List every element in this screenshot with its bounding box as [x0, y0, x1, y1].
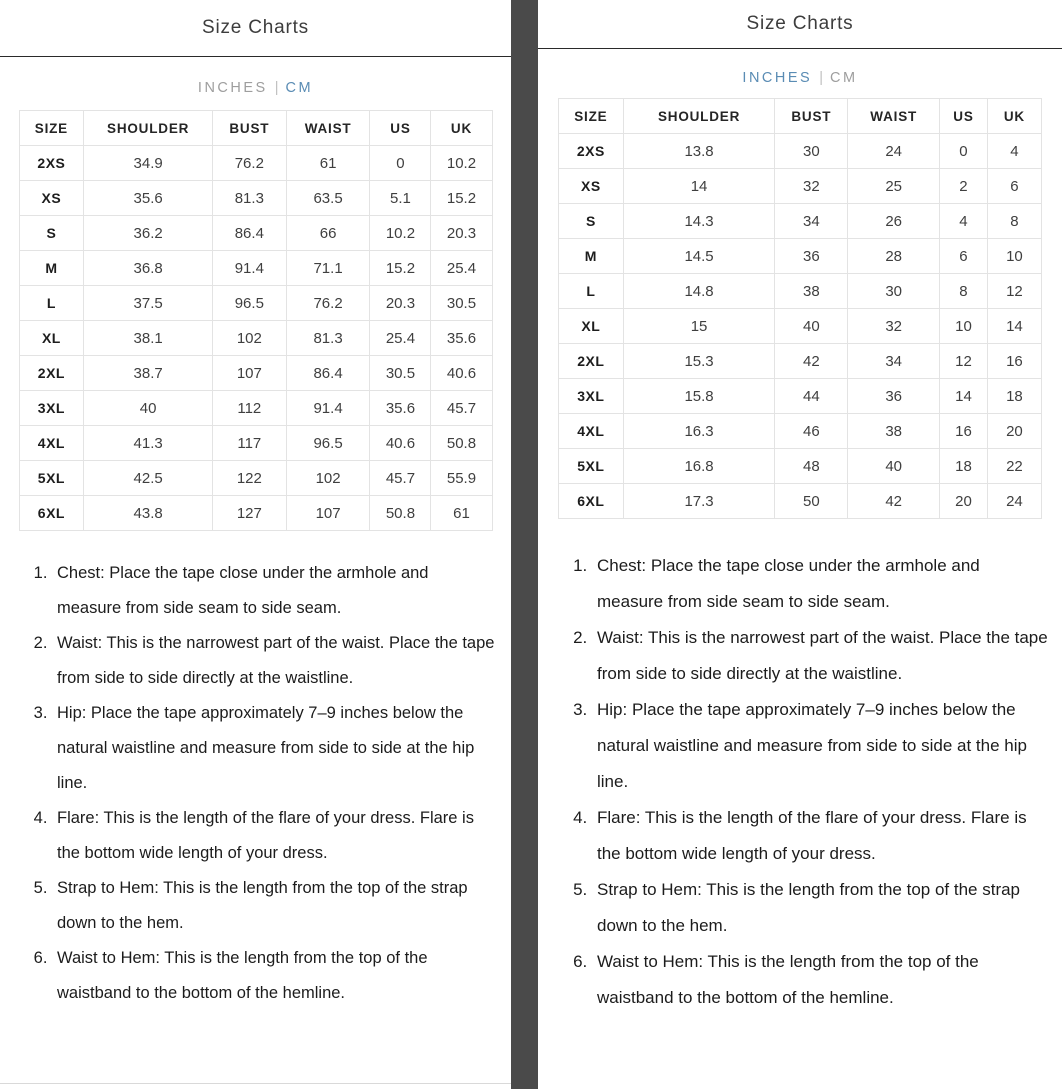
us-cell: 15.2: [370, 251, 431, 286]
column-header: BUST: [212, 111, 286, 146]
uk-cell: 20.3: [431, 216, 492, 251]
waist-cell: 66: [286, 216, 370, 251]
waist-cell: 107: [286, 496, 370, 531]
dialog-header: [0, 0, 511, 57]
waist-cell: 34: [848, 344, 940, 379]
table-row: [559, 309, 1042, 344]
uk-cell: 15.2: [431, 181, 492, 216]
uk-cell: 18: [987, 379, 1041, 414]
units-inches-link[interactable]: INCHES: [197, 80, 268, 96]
waist-cell: 40: [848, 449, 940, 484]
us-cell: 0: [940, 134, 988, 169]
us-cell: 10.2: [370, 216, 431, 251]
instruction-item: 1. Chest: Place the tape close under the armhole and measure from side seam to side seam.: [592, 548, 1050, 620]
us-cell: 16: [940, 414, 988, 449]
instruction-item: 6. Waist to Hem: This is the length from the top of the waistband to the bottom of the hemline.: [52, 941, 495, 1011]
waist-cell: 26: [848, 204, 940, 239]
column-header: SHOULDER: [623, 99, 775, 134]
unit-separator: |: [274, 80, 279, 96]
bust-cell: 42: [775, 344, 848, 379]
modal-backdrop[interactable]: [511, 0, 538, 1089]
size-cell: L: [19, 286, 84, 321]
us-cell: 5.1: [370, 181, 431, 216]
table-row: [19, 181, 492, 216]
uk-cell: 20: [987, 414, 1041, 449]
shoulder-cell: 43.8: [84, 496, 213, 531]
size-cell: 3XL: [559, 379, 624, 414]
column-header: SHOULDER: [84, 111, 213, 146]
waist-cell: 24: [848, 134, 940, 169]
uk-cell: 4: [987, 134, 1041, 169]
instruction-item: 3. Hip: Place the tape approximately 7–9 inches below the natural waistline and measure from side to side at the hip line.: [52, 696, 495, 801]
bust-cell: 38: [775, 274, 848, 309]
bust-cell: 96.5: [212, 286, 286, 321]
table-row: [559, 484, 1042, 519]
waist-cell: 102: [286, 461, 370, 496]
shoulder-cell: 36.8: [84, 251, 213, 286]
bust-cell: 102: [212, 321, 286, 356]
waist-cell: 30: [848, 274, 940, 309]
shoulder-cell: 16.3: [623, 414, 775, 449]
shoulder-cell: 35.6: [84, 181, 213, 216]
uk-cell: 14: [987, 309, 1041, 344]
us-cell: 30.5: [370, 356, 431, 391]
instruction-item: 5. Strap to Hem: This is the length from the top of the strap down to the hem.: [52, 871, 495, 941]
us-cell: 12: [940, 344, 988, 379]
instruction-item: 2. Waist: This is the narrowest part of the waist. Place the tape from side to side directly at the waistline.: [52, 626, 495, 696]
size-cell: S: [19, 216, 84, 251]
size-cell: 2XS: [19, 146, 84, 181]
shoulder-cell: 14.3: [623, 204, 775, 239]
size-cell: 5XL: [559, 449, 624, 484]
size-chart-dialog-cm: [0, 0, 511, 1089]
us-cell: 0: [370, 146, 431, 181]
us-cell: 20: [940, 484, 988, 519]
measurement-instructions: [538, 548, 1062, 1016]
shoulder-cell: 13.8: [623, 134, 775, 169]
table-row: [559, 344, 1042, 379]
table-row: [19, 356, 492, 391]
column-header: US: [940, 99, 988, 134]
shoulder-cell: 14: [623, 169, 775, 204]
us-cell: 45.7: [370, 461, 431, 496]
instruction-item: 5. Strap to Hem: This is the length from the top of the strap down to the hem.: [592, 872, 1050, 944]
size-cell: XS: [19, 181, 84, 216]
column-header: UK: [987, 99, 1041, 134]
bust-cell: 40: [775, 309, 848, 344]
instruction-item: 1. Chest: Place the tape close under the armhole and measure from side seam to side seam.: [52, 556, 495, 626]
bust-cell: 117: [212, 426, 286, 461]
us-cell: 4: [940, 204, 988, 239]
size-cell: 5XL: [19, 461, 84, 496]
size-cell: 2XS: [559, 134, 624, 169]
column-header: BUST: [775, 99, 848, 134]
size-cell: S: [559, 204, 624, 239]
table-header-row: [559, 99, 1042, 134]
table-row: [19, 426, 492, 461]
units-inches-link[interactable]: INCHES: [742, 70, 813, 86]
waist-cell: 96.5: [286, 426, 370, 461]
uk-cell: 8: [987, 204, 1041, 239]
bust-cell: 107: [212, 356, 286, 391]
us-cell: 25.4: [370, 321, 431, 356]
size-cell: 6XL: [559, 484, 624, 519]
bust-cell: 44: [775, 379, 848, 414]
size-cell: 4XL: [559, 414, 624, 449]
us-cell: 18: [940, 449, 988, 484]
table-row: [19, 321, 492, 356]
uk-cell: 55.9: [431, 461, 492, 496]
dialog-footer-divider: [0, 1083, 511, 1084]
us-cell: 40.6: [370, 426, 431, 461]
size-cell: 2XL: [559, 344, 624, 379]
size-cell: M: [19, 251, 84, 286]
size-table-inches: [558, 98, 1042, 519]
waist-cell: 71.1: [286, 251, 370, 286]
table-row: [559, 239, 1042, 274]
us-cell: 10: [940, 309, 988, 344]
size-cell: 4XL: [19, 426, 84, 461]
unit-separator: |: [819, 70, 823, 86]
table-row: [19, 251, 492, 286]
shoulder-cell: 38.7: [84, 356, 213, 391]
instruction-item: 2. Waist: This is the narrowest part of the waist. Place the tape from side to side directly at the waistline.: [592, 620, 1050, 692]
waist-cell: 63.5: [286, 181, 370, 216]
shoulder-cell: 16.8: [623, 449, 775, 484]
bust-cell: 112: [212, 391, 286, 426]
waist-cell: 28: [848, 239, 940, 274]
uk-cell: 30.5: [431, 286, 492, 321]
shoulder-cell: 38.1: [84, 321, 213, 356]
size-cell: XL: [559, 309, 624, 344]
us-cell: 6: [940, 239, 988, 274]
uk-cell: 16: [987, 344, 1041, 379]
units-cm-link[interactable]: CM: [285, 80, 314, 96]
shoulder-cell: 40: [84, 391, 213, 426]
table-row: [559, 134, 1042, 169]
instruction-item: 4. Flare: This is the length of the flare of your dress. Flare is the bottom wide length of your dress.: [52, 801, 495, 871]
table-row: [19, 146, 492, 181]
size-chart-dialog-inches: [538, 0, 1062, 1089]
uk-cell: 22: [987, 449, 1041, 484]
shoulder-cell: 37.5: [84, 286, 213, 321]
shoulder-cell: 34.9: [84, 146, 213, 181]
dialog-header: [538, 0, 1062, 49]
size-table-cm: [19, 110, 493, 531]
bust-cell: 32: [775, 169, 848, 204]
table-row: [559, 274, 1042, 309]
waist-cell: 86.4: [286, 356, 370, 391]
waist-cell: 38: [848, 414, 940, 449]
bust-cell: 127: [212, 496, 286, 531]
us-cell: 8: [940, 274, 988, 309]
uk-cell: 40.6: [431, 356, 492, 391]
table-row: [19, 391, 492, 426]
unit-toggle: [0, 80, 511, 96]
bust-cell: 122: [212, 461, 286, 496]
bust-cell: 50: [775, 484, 848, 519]
column-header: SIZE: [19, 111, 84, 146]
column-header: WAIST: [848, 99, 940, 134]
shoulder-cell: 14.8: [623, 274, 775, 309]
table-row: [19, 496, 492, 531]
dialog-title: Size Charts: [201, 17, 309, 38]
bust-cell: 91.4: [212, 251, 286, 286]
table-row: [559, 169, 1042, 204]
column-header: UK: [431, 111, 492, 146]
table-row: [559, 449, 1042, 484]
bust-cell: 48: [775, 449, 848, 484]
size-cell: 3XL: [19, 391, 84, 426]
uk-cell: 50.8: [431, 426, 492, 461]
bust-cell: 46: [775, 414, 848, 449]
waist-cell: 91.4: [286, 391, 370, 426]
bust-cell: 86.4: [212, 216, 286, 251]
size-cell: 6XL: [19, 496, 84, 531]
shoulder-cell: 15.3: [623, 344, 775, 379]
uk-cell: 45.7: [431, 391, 492, 426]
waist-cell: 81.3: [286, 321, 370, 356]
column-header: SIZE: [559, 99, 624, 134]
size-cell: XL: [19, 321, 84, 356]
instruction-item: 3. Hip: Place the tape approximately 7–9 inches below the natural waistline and measure from side to side at the hip line.: [592, 692, 1050, 800]
uk-cell: 35.6: [431, 321, 492, 356]
table-row: [559, 379, 1042, 414]
waist-cell: 76.2: [286, 286, 370, 321]
instruction-item: 6. Waist to Hem: This is the length from the top of the waistband to the bottom of the hemline.: [592, 944, 1050, 1016]
uk-cell: 10.2: [431, 146, 492, 181]
size-cell: M: [559, 239, 624, 274]
table-row: [19, 286, 492, 321]
waist-cell: 32: [848, 309, 940, 344]
us-cell: 50.8: [370, 496, 431, 531]
waist-cell: 61: [286, 146, 370, 181]
column-header: US: [370, 111, 431, 146]
table-header-row: [19, 111, 492, 146]
column-header: WAIST: [286, 111, 370, 146]
size-cell: XS: [559, 169, 624, 204]
us-cell: 20.3: [370, 286, 431, 321]
bust-cell: 76.2: [212, 146, 286, 181]
us-cell: 35.6: [370, 391, 431, 426]
waist-cell: 36: [848, 379, 940, 414]
measurement-instructions: [0, 556, 511, 1011]
shoulder-cell: 36.2: [84, 216, 213, 251]
size-cell: 2XL: [19, 356, 84, 391]
bust-cell: 30: [775, 134, 848, 169]
uk-cell: 10: [987, 239, 1041, 274]
uk-cell: 61: [431, 496, 492, 531]
shoulder-cell: 41.3: [84, 426, 213, 461]
shoulder-cell: 15.8: [623, 379, 775, 414]
dialog-title: Size Charts: [746, 13, 854, 34]
units-cm-link[interactable]: CM: [830, 70, 858, 86]
table-row: [559, 204, 1042, 239]
shoulder-cell: 15: [623, 309, 775, 344]
instruction-item: 4. Flare: This is the length of the flare of your dress. Flare is the bottom wide length of your dress.: [592, 800, 1050, 872]
uk-cell: 25.4: [431, 251, 492, 286]
bust-cell: 81.3: [212, 181, 286, 216]
uk-cell: 6: [987, 169, 1041, 204]
uk-cell: 24: [987, 484, 1041, 519]
unit-toggle: [538, 70, 1062, 86]
table-row: [19, 461, 492, 496]
shoulder-cell: 14.5: [623, 239, 775, 274]
waist-cell: 42: [848, 484, 940, 519]
waist-cell: 25: [848, 169, 940, 204]
table-row: [19, 216, 492, 251]
shoulder-cell: 42.5: [84, 461, 213, 496]
us-cell: 2: [940, 169, 988, 204]
bust-cell: 36: [775, 239, 848, 274]
bust-cell: 34: [775, 204, 848, 239]
us-cell: 14: [940, 379, 988, 414]
shoulder-cell: 17.3: [623, 484, 775, 519]
table-row: [559, 414, 1042, 449]
size-cell: L: [559, 274, 624, 309]
uk-cell: 12: [987, 274, 1041, 309]
